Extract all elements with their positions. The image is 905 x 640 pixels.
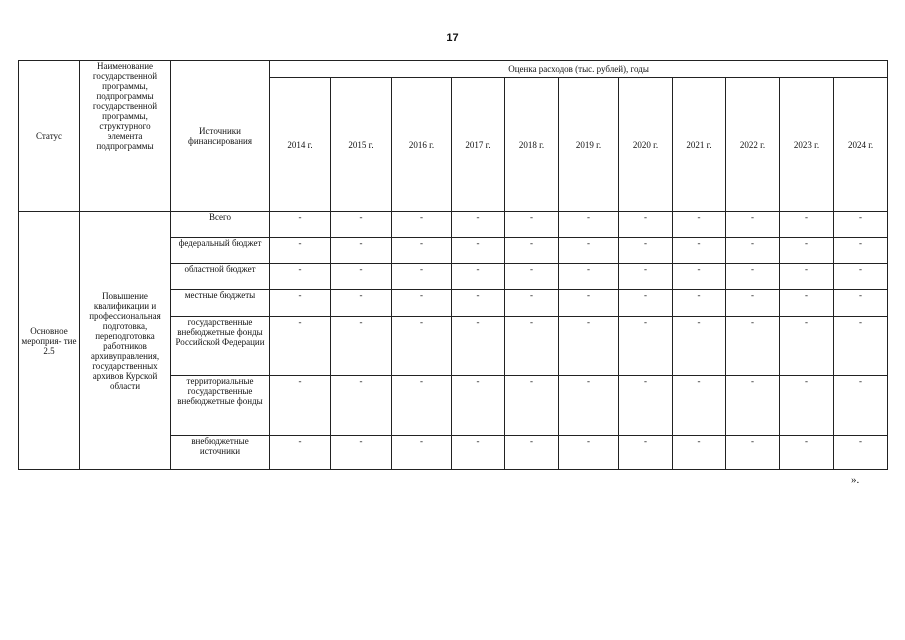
year-header: 2024 г. [834, 78, 888, 212]
year-header: 2023 г. [780, 78, 834, 212]
expense-value-cell: - [726, 317, 780, 376]
expense-value-cell: - [834, 238, 888, 264]
year-header: 2015 г. [331, 78, 392, 212]
expense-value-cell: - [331, 376, 392, 436]
expense-value-cell: - [780, 436, 834, 470]
expense-value-cell: - [505, 238, 559, 264]
expense-value-cell: - [673, 212, 726, 238]
expense-value-cell: - [619, 436, 673, 470]
funding-source-cell: территориальные государственные внебюджетные фонды [171, 376, 270, 436]
expense-value-cell: - [834, 290, 888, 317]
expense-value-cell: - [619, 317, 673, 376]
expense-value-cell: - [452, 238, 505, 264]
year-header: 2021 г. [673, 78, 726, 212]
expense-value-cell: - [559, 376, 619, 436]
year-header: 2018 г. [505, 78, 559, 212]
expense-value-cell: - [392, 436, 452, 470]
year-header: 2017 г. [452, 78, 505, 212]
expense-value-cell: - [270, 238, 331, 264]
expense-value-cell: - [834, 264, 888, 290]
year-header: 2014 г. [270, 78, 331, 212]
expense-value-cell: - [392, 290, 452, 317]
expense-value-cell: - [780, 317, 834, 376]
expense-value-cell: - [505, 290, 559, 317]
expense-value-cell: - [834, 212, 888, 238]
expense-value-cell: - [270, 290, 331, 317]
expense-value-cell: - [392, 264, 452, 290]
expense-value-cell: - [452, 317, 505, 376]
expense-value-cell: - [673, 376, 726, 436]
expenses-table [18, 60, 888, 470]
sources-header: Источники финансирования [171, 61, 270, 212]
expense-value-cell: - [619, 290, 673, 317]
expense-value-cell: - [673, 264, 726, 290]
measure-name-cell: Повышение квалификации и профессиональная подготовка, переподготовка работников архивуправления, государственных архивов Курской области [80, 212, 171, 470]
expense-value-cell: - [331, 212, 392, 238]
expense-value-cell: - [270, 436, 331, 470]
expense-value-cell: - [559, 317, 619, 376]
expense-value-cell: - [452, 264, 505, 290]
expense-value-cell: - [270, 264, 331, 290]
expense-value-cell: - [505, 376, 559, 436]
expense-value-cell: - [780, 212, 834, 238]
expenses-header: Оценка расходов (тыс. рублей), годы [270, 61, 888, 78]
expense-value-cell: - [834, 317, 888, 376]
expense-value-cell: - [780, 376, 834, 436]
expense-value-cell: - [331, 264, 392, 290]
expense-value-cell: - [559, 238, 619, 264]
expense-value-cell: - [392, 317, 452, 376]
expense-value-cell: - [331, 238, 392, 264]
expense-value-cell: - [392, 212, 452, 238]
expense-value-cell: - [505, 212, 559, 238]
expense-value-cell: - [726, 238, 780, 264]
status-cell: Основное мероприя- тие 2.5 [19, 212, 80, 470]
year-header: 2019 г. [559, 78, 619, 212]
expense-value-cell: - [834, 436, 888, 470]
funding-source-cell: Всего [171, 212, 270, 238]
expense-value-cell: - [505, 436, 559, 470]
expense-value-cell: - [780, 264, 834, 290]
expense-value-cell: - [392, 376, 452, 436]
expense-value-cell: - [452, 436, 505, 470]
funding-source-cell: внебюджетные источники [171, 436, 270, 470]
expense-value-cell: - [673, 317, 726, 376]
expense-value-cell: - [270, 317, 331, 376]
closing-quote-mark: ». [851, 474, 860, 486]
expense-value-cell: - [780, 290, 834, 317]
expense-value-cell: - [392, 238, 452, 264]
name-header: Наименование государственной программы, подпрограммы государственной программы, структурного элемента подпрограммы [80, 61, 171, 212]
expense-value-cell: - [780, 238, 834, 264]
expense-value-cell: - [619, 238, 673, 264]
funding-source-cell: федеральный бюджет [171, 238, 270, 264]
expense-value-cell: - [726, 264, 780, 290]
expense-value-cell: - [834, 376, 888, 436]
expense-value-cell: - [505, 264, 559, 290]
expense-value-cell: - [673, 290, 726, 317]
expense-value-cell: - [270, 212, 331, 238]
funding-source-cell: местные бюджеты [171, 290, 270, 317]
expense-value-cell: - [270, 376, 331, 436]
expense-value-cell: - [331, 436, 392, 470]
expense-value-cell: - [452, 212, 505, 238]
expense-value-cell: - [452, 290, 505, 317]
funding-source-cell: областной бюджет [171, 264, 270, 290]
funding-source-cell: государственные внебюджетные фонды Российской Федерации [171, 317, 270, 376]
expense-value-cell: - [726, 290, 780, 317]
expense-value-cell: - [726, 376, 780, 436]
status-header: Статус [19, 61, 80, 212]
expense-value-cell: - [559, 264, 619, 290]
expense-value-cell: - [559, 212, 619, 238]
expense-value-cell: - [452, 376, 505, 436]
expense-value-cell: - [619, 212, 673, 238]
expense-value-cell: - [331, 317, 392, 376]
expense-value-cell: - [559, 436, 619, 470]
expense-value-cell: - [619, 376, 673, 436]
table-row [19, 212, 888, 238]
expense-value-cell: - [726, 212, 780, 238]
expense-value-cell: - [673, 436, 726, 470]
year-header: 2020 г. [619, 78, 673, 212]
expense-value-cell: - [505, 317, 559, 376]
expense-value-cell: - [726, 436, 780, 470]
expense-value-cell: - [559, 290, 619, 317]
year-header: 2022 г. [726, 78, 780, 212]
expense-value-cell: - [619, 264, 673, 290]
page-number: 17 [446, 32, 459, 44]
year-header: 2016 г. [392, 78, 452, 212]
expense-value-cell: - [331, 290, 392, 317]
expense-value-cell: - [673, 238, 726, 264]
